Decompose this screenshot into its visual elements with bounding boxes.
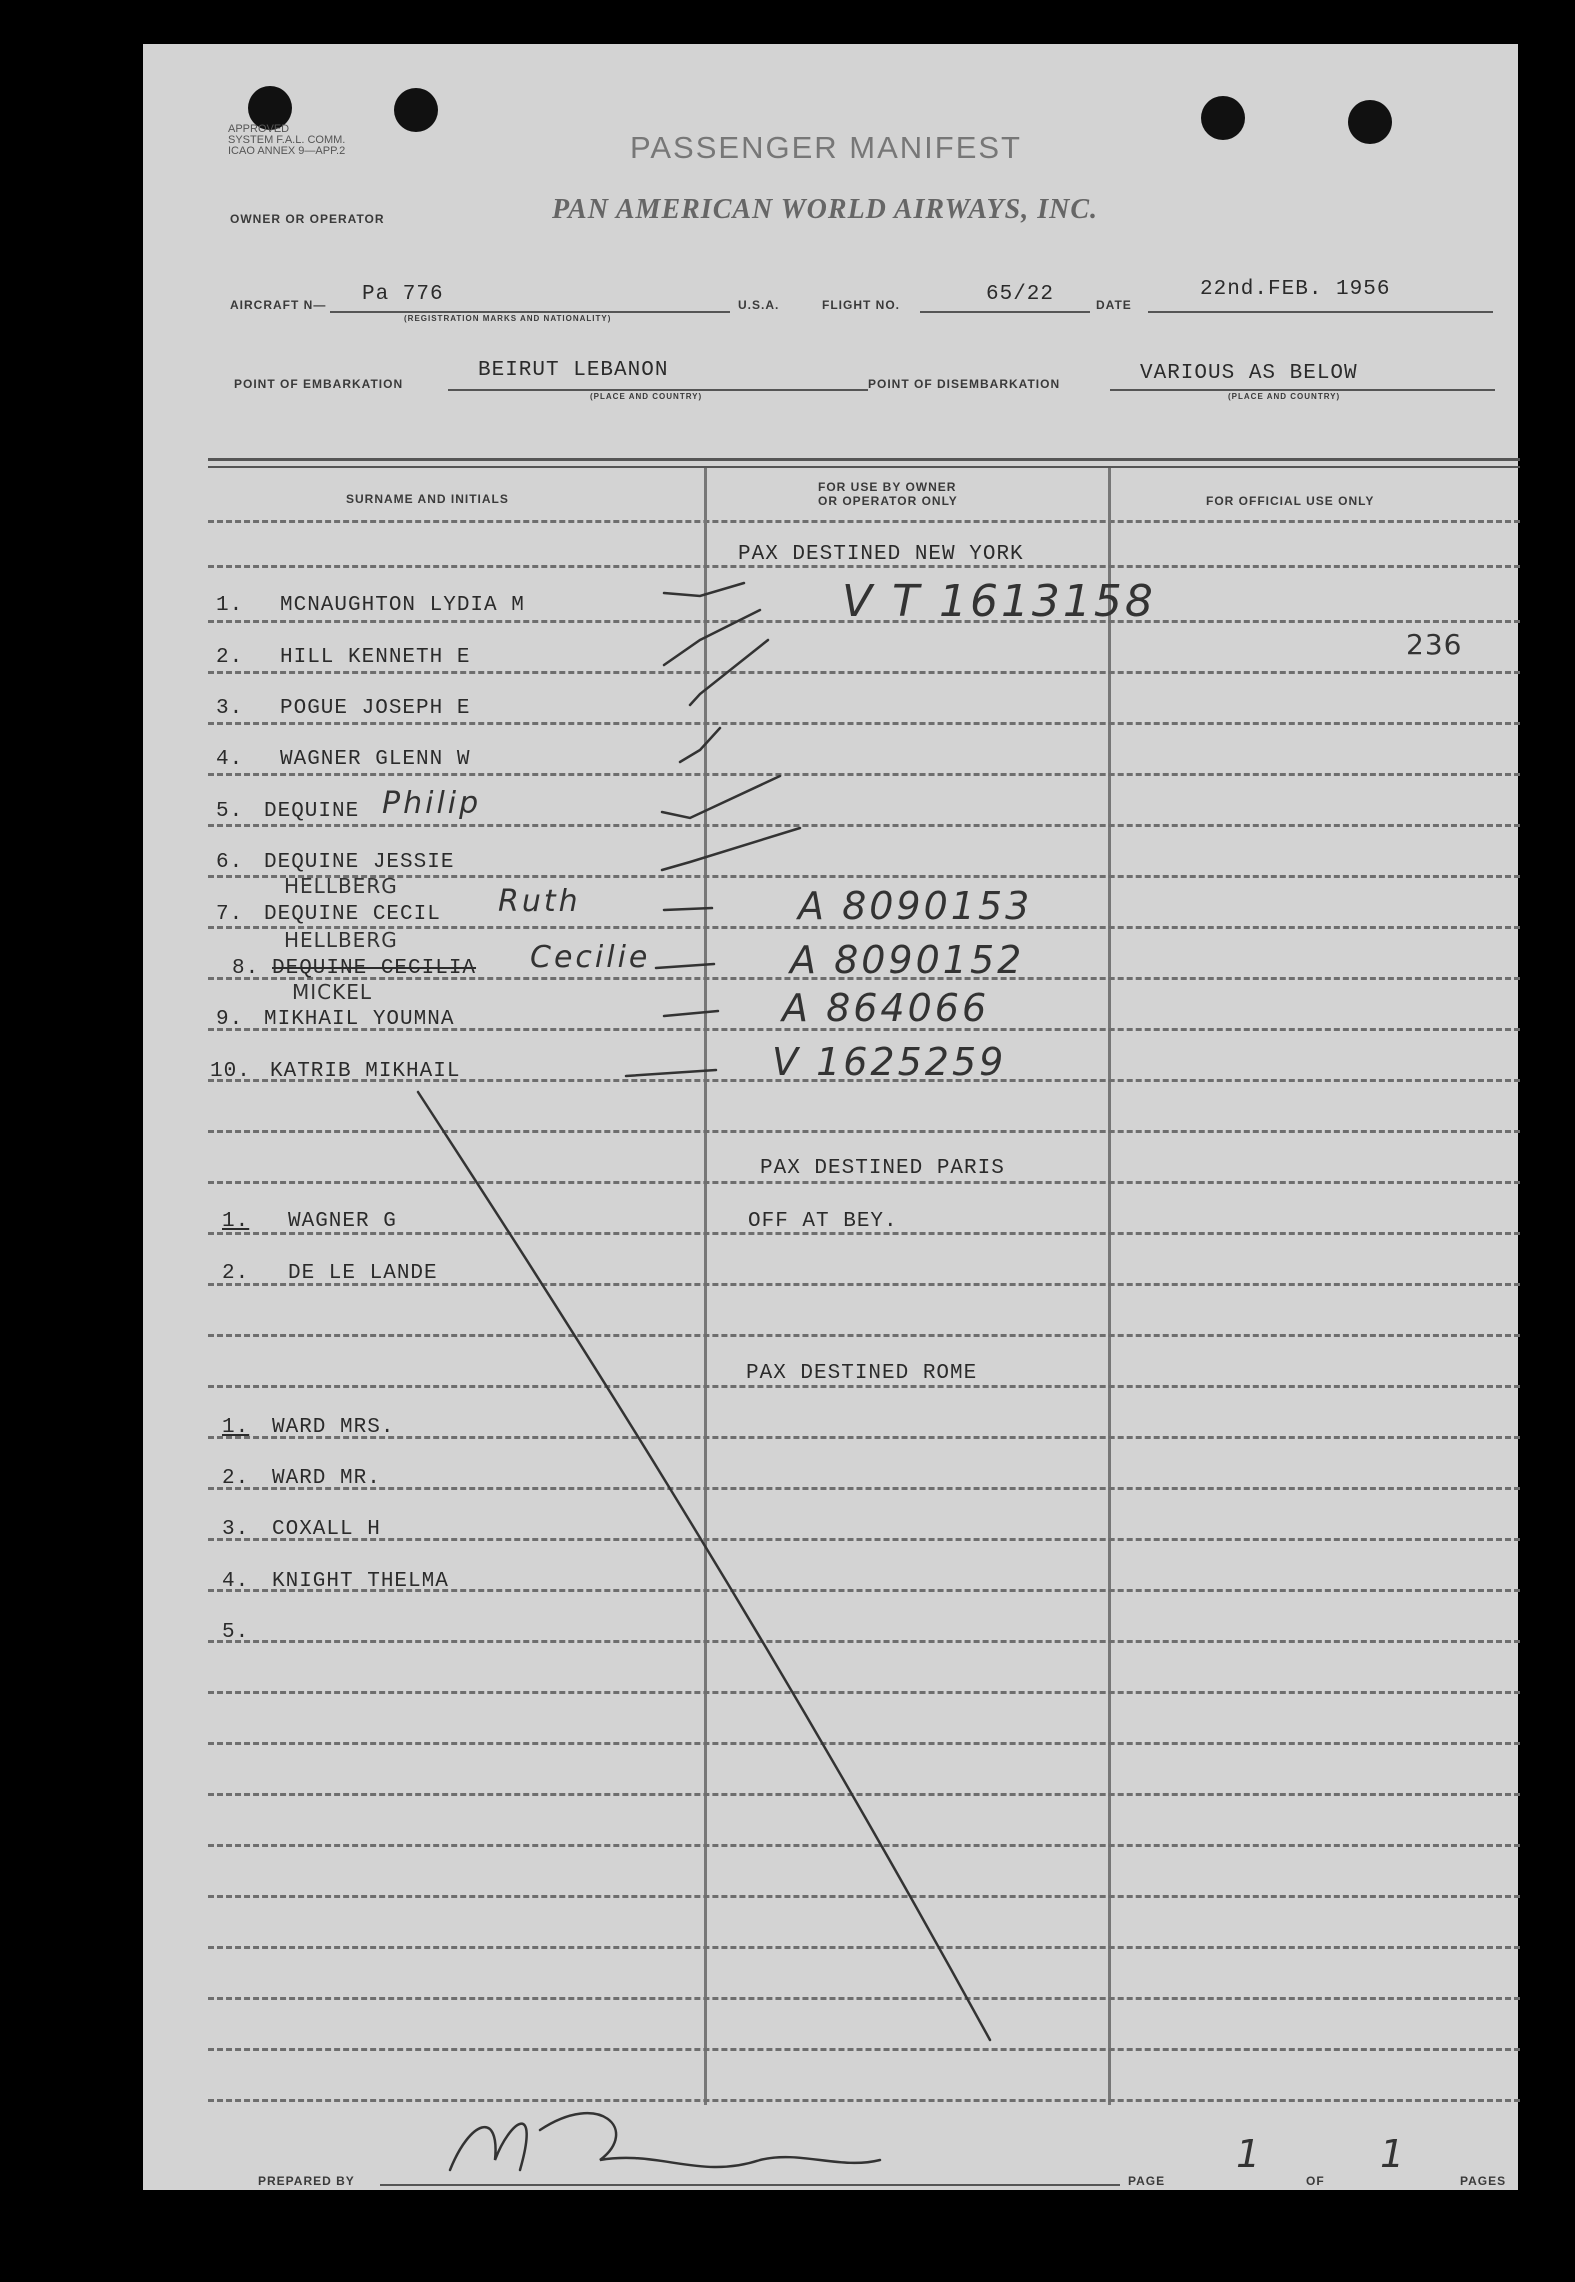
- row-rule: [208, 2048, 1520, 2051]
- handwritten-correction: HELLBERG: [284, 874, 398, 898]
- handwritten-first-name: Cecilie: [530, 940, 651, 975]
- passenger-name: DEQUINE: [264, 800, 360, 823]
- field-line: [1110, 389, 1495, 391]
- row-rule: [208, 1334, 1520, 1337]
- column-divider: [1108, 468, 1111, 2105]
- row-rule: [208, 1742, 1520, 1745]
- of-label: OF: [1306, 2174, 1325, 2188]
- row-rule: [208, 1436, 1520, 1439]
- passenger-name: DE LE LANDE: [288, 1262, 438, 1285]
- passenger-name: KNIGHT THELMA: [272, 1570, 449, 1593]
- form-title: PASSENGER MANIFEST: [630, 130, 1022, 165]
- passenger-name: DEQUINE CECIL: [264, 903, 441, 926]
- row-number: 1.: [222, 1210, 250, 1233]
- row-number: 2.: [222, 1262, 250, 1285]
- row-rule: [208, 1895, 1520, 1898]
- row-rule: [208, 824, 1520, 827]
- column-header-official: FOR OFFICIAL USE ONLY: [1206, 494, 1375, 508]
- date-label: DATE: [1096, 298, 1132, 312]
- row-rule: [208, 1844, 1520, 1847]
- passenger-row: [216, 800, 359, 823]
- page-number: 1: [1236, 2132, 1264, 2176]
- passenger-row: [210, 1060, 460, 1083]
- aircraft-label: AIRCRAFT N—: [230, 298, 327, 312]
- row-number: 5.: [216, 800, 244, 823]
- row-number: 9.: [216, 1008, 244, 1031]
- disembarkation-sublabel: (PLACE AND COUNTRY): [1228, 392, 1341, 401]
- passenger-name: COXALL H: [272, 1518, 381, 1541]
- owner-label: OWNER OR OPERATOR: [230, 212, 385, 226]
- row-number: 6.: [216, 851, 244, 874]
- passenger-row: [216, 594, 525, 617]
- column-header-operator-1: FOR USE BY OWNER: [818, 480, 957, 494]
- row-number: 2.: [216, 646, 244, 669]
- flight-value: 65/22: [986, 283, 1055, 306]
- row-number: 3.: [222, 1518, 250, 1541]
- passenger-row: [216, 851, 454, 874]
- row-rule: [208, 1997, 1520, 2000]
- punch-hole: [394, 88, 438, 132]
- row-number: 3.: [216, 697, 244, 720]
- field-line: [330, 311, 730, 313]
- row-rule: [208, 1487, 1520, 1490]
- passenger-name: DEQUINE CECILIA: [272, 957, 477, 980]
- aircraft-sublabel: (REGISTRATION MARKS AND NATIONALITY): [404, 314, 612, 323]
- passenger-name: MCNAUGHTON LYDIA M: [280, 594, 525, 617]
- passenger-row: [222, 1262, 438, 1285]
- pages-label: PAGES: [1460, 2174, 1507, 2188]
- punch-hole: [1348, 100, 1392, 144]
- field-line: [448, 389, 868, 391]
- passenger-row: [216, 1008, 454, 1031]
- passenger-row: [216, 646, 470, 669]
- passenger-row: [222, 1621, 272, 1644]
- row-rule: [208, 1640, 1520, 1643]
- passenger-row: [222, 1467, 381, 1490]
- embarkation-value: BEIRUT LEBANON: [478, 359, 669, 382]
- handwritten-document-number: V T 1613158: [842, 576, 1156, 627]
- field-line: [920, 311, 1090, 313]
- passenger-row: [216, 748, 470, 771]
- handwritten-first-name: Philip: [382, 786, 482, 821]
- passenger-name: DEQUINE JESSIE: [264, 851, 455, 874]
- field-line: [1148, 311, 1493, 313]
- passenger-name: POGUE JOSEPH E: [280, 697, 471, 720]
- table-top-rule: [208, 458, 1520, 461]
- passenger-row: [222, 1416, 394, 1439]
- row-rule: [208, 1946, 1520, 1949]
- passenger-name: WAGNER G: [288, 1210, 397, 1233]
- table-top-rule: [208, 466, 1520, 468]
- row-number: 7.: [216, 903, 244, 926]
- approval-line: ICAO ANNEX 9—APP.2: [228, 145, 346, 157]
- column-header-operator-2: OR OPERATOR ONLY: [818, 494, 958, 508]
- row-number: 8.: [232, 957, 260, 980]
- approval-note: [228, 124, 345, 157]
- handwritten-correction: HELLBERG: [284, 928, 398, 952]
- row-number: 4.: [222, 1570, 250, 1593]
- official-number: 236: [1406, 628, 1463, 661]
- handwritten-first-name: Ruth: [498, 884, 581, 919]
- signature-line: [380, 2184, 1120, 2186]
- disembarkation-label: POINT OF DISEMBARKATION: [868, 377, 1061, 391]
- row-rule: [208, 722, 1520, 725]
- row-rule: [208, 1130, 1520, 1133]
- passenger-name: KATRIB MIKHAIL: [270, 1060, 461, 1083]
- owner-value: PAN AMERICAN WORLD AIRWAYS, INC.: [552, 194, 1099, 225]
- handwritten-correction: MICKEL: [292, 980, 373, 1004]
- row-rule: [208, 875, 1520, 878]
- row-rule: [208, 1181, 1520, 1184]
- embarkation-sublabel: (PLACE AND COUNTRY): [590, 392, 703, 401]
- disembarkation-value: VARIOUS AS BELOW: [1140, 362, 1358, 385]
- passenger-name: HILL KENNETH E: [280, 646, 471, 669]
- row-rule: [208, 773, 1520, 776]
- page-label: PAGE: [1128, 2174, 1166, 2188]
- row-rule: [208, 671, 1520, 674]
- flight-label: FLIGHT NO.: [822, 298, 900, 312]
- column-header-surname: SURNAME AND INITIALS: [346, 492, 509, 506]
- usa-label: U.S.A.: [738, 298, 780, 312]
- header-rule: [208, 520, 1520, 523]
- handwritten-document-number: A 864066: [782, 986, 990, 1030]
- row-number: 10.: [210, 1060, 251, 1083]
- handwritten-document-number: A 8090153: [798, 884, 1033, 928]
- passenger-row: [222, 1518, 381, 1541]
- row-number: 1.: [222, 1416, 250, 1439]
- row-number: 4.: [216, 748, 244, 771]
- section-heading-newyork: PAX DESTINED NEW YORK: [738, 543, 1024, 566]
- passenger-name: WAGNER GLENN W: [280, 748, 471, 771]
- section-note-paris: OFF AT BEY.: [748, 1210, 898, 1233]
- passenger-row: [216, 903, 441, 926]
- passenger-name: MIKHAIL YOUMNA: [264, 1008, 455, 1031]
- column-divider: [704, 468, 707, 2105]
- embarkation-label: POINT OF EMBARKATION: [234, 377, 404, 391]
- passenger-row: [222, 1570, 449, 1593]
- passenger-name: WARD MRS.: [272, 1416, 395, 1439]
- row-rule: [208, 1793, 1520, 1796]
- row-number: 5.: [222, 1621, 250, 1644]
- handwritten-document-number: A 8090152: [790, 938, 1025, 982]
- row-rule: [208, 1538, 1520, 1541]
- approval-line: SYSTEM F.A.L. COMM.: [228, 134, 346, 146]
- passenger-row: [216, 697, 470, 720]
- row-number: 1.: [216, 594, 244, 617]
- total-pages: 1: [1380, 2132, 1408, 2176]
- row-rule: [208, 2099, 1520, 2102]
- row-number: 2.: [222, 1467, 250, 1490]
- date-value: 22nd.FEB. 1956: [1200, 278, 1391, 301]
- prepared-by-label: PREPARED BY: [258, 2174, 355, 2188]
- handwritten-document-number: V 1625259: [772, 1040, 1007, 1084]
- passenger-row: [222, 1210, 397, 1233]
- aircraft-value: Pa 776: [362, 283, 444, 306]
- passenger-row: [232, 957, 476, 980]
- approval-line: APPROVED: [228, 123, 290, 135]
- punch-hole: [1201, 96, 1245, 140]
- passenger-name: WARD MR.: [272, 1467, 381, 1490]
- row-rule: [208, 1385, 1520, 1388]
- row-rule: [208, 1691, 1520, 1694]
- section-heading-rome: PAX DESTINED ROME: [746, 1362, 978, 1385]
- section-heading-paris: PAX DESTINED PARIS: [760, 1157, 1005, 1180]
